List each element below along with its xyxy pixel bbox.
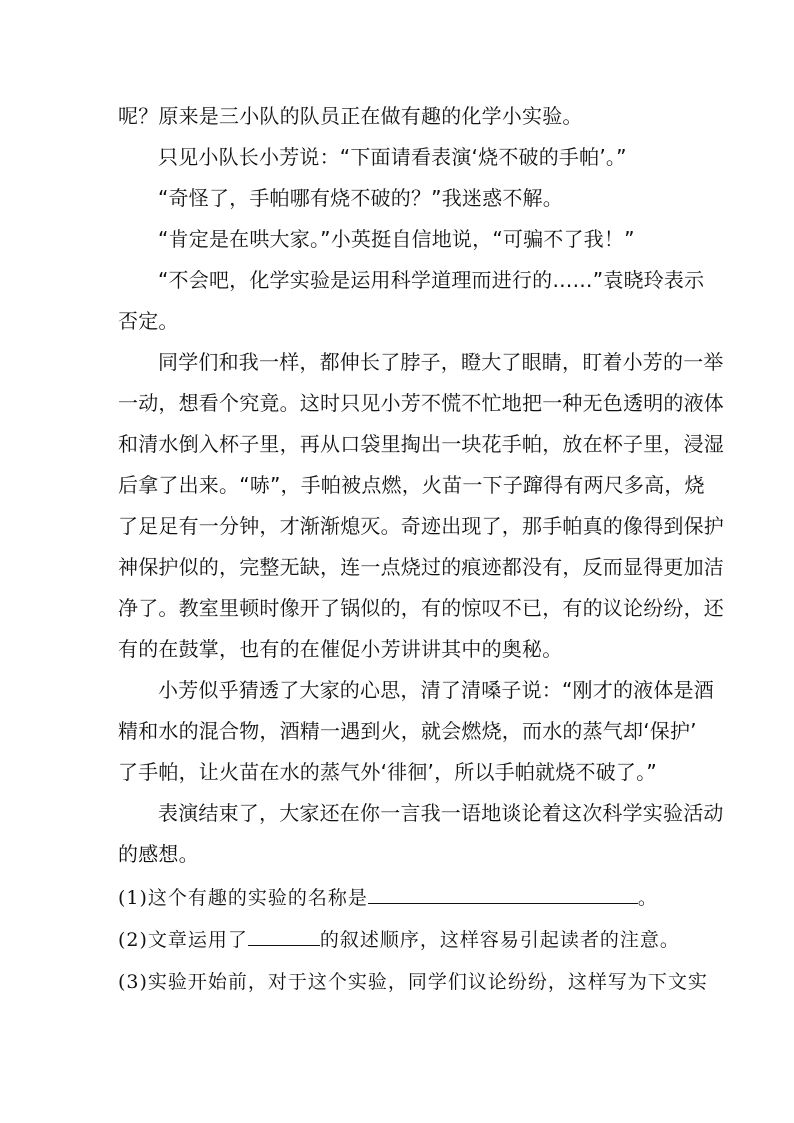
paragraph-line: 了手帕，让火苗在水的蒸气外‘徘徊’，所以手帕就烧不破了。” <box>118 760 657 784</box>
paragraph-line: 只见小队长小芳说：“下面请看表演‘烧不破的手帕’。” <box>158 145 627 169</box>
question-3-text: (3)实验开始前，对于这个实验，同学们议论纷纷，这样写为下文实 <box>118 971 708 993</box>
paragraph-line: 的感想。 <box>118 842 199 866</box>
paragraph-line: 有的在鼓掌，也有的在催促小芳讲讲其中的奥秘。 <box>118 637 563 661</box>
question-list <box>118 877 708 1003</box>
question-2-text: (2)文章运用了 <box>118 929 248 951</box>
question-2 <box>118 919 680 961</box>
paragraph-line: “肯定是在哄大家。”小英挺自信地说，“可骗不了我！” <box>158 227 635 251</box>
paragraph-line: 了足足有一分钟，才渐渐熄灭。奇迹出现了，那手帕真的像得到保护 <box>118 514 724 538</box>
paragraph-line: 和清水倒入杯子里，再从口袋里掏出一块花手帕，放在杯子里，浸湿 <box>118 432 724 456</box>
paragraph-line: 表演结束了，大家还在你一言我一语地谈论着这次科学实验活动 <box>158 801 724 825</box>
paragraph-line: 后拿了出来。“哧”，手帕被点燃，火苗一下子蹿得有两尺多高，烧 <box>118 473 705 497</box>
question-1 <box>118 877 680 919</box>
paragraph-line: 净了。教室里顿时像开了锅似的，有的惊叹不已，有的议论纷纷，还 <box>118 596 724 620</box>
paragraph-line: “不会吧，化学实验是运用科学道理而进行的……”袁晓玲表示 <box>158 268 705 292</box>
question-1-text: (1)这个有趣的实验的名称是 <box>118 887 368 909</box>
paragraph-line: 呢？原来是三小队的队员正在做有趣的化学小实验。 <box>118 104 583 128</box>
paragraph-line: 同学们和我一样，都伸长了脖子，瞪大了眼睛，盯着小芳的一举 <box>158 350 724 374</box>
paragraph-line: 精和水的混合物，酒精一遇到火，就会燃烧，而水的蒸气却‘保护’ <box>118 719 697 743</box>
answer-blank-2[interactable] <box>248 923 320 946</box>
paragraph-line: 否定。 <box>118 309 179 333</box>
paragraph-line: 一动，想看个究竟。这时只见小芳不慌不忙地把一种无色透明的液体 <box>118 391 724 415</box>
paragraph-line: “奇怪了，手帕哪有烧不破的？”我迷惑不解。 <box>158 186 563 210</box>
question-1-end: 。 <box>637 887 658 909</box>
question-3 <box>118 961 708 1003</box>
question-2-end: 的叙述顺序，这样容易引起读者的注意。 <box>319 929 680 951</box>
answer-blank-1[interactable] <box>368 881 638 904</box>
paragraph-line: 神保护似的，完整无缺，连一点烧过的痕迹都没有，反而显得更加洁 <box>118 555 724 579</box>
document-page <box>118 96 724 1003</box>
paragraph-line: 小芳似乎猜透了大家的心思，清了清嗓子说：“刚才的液体是酒 <box>158 678 714 702</box>
reading-passage <box>118 96 724 875</box>
